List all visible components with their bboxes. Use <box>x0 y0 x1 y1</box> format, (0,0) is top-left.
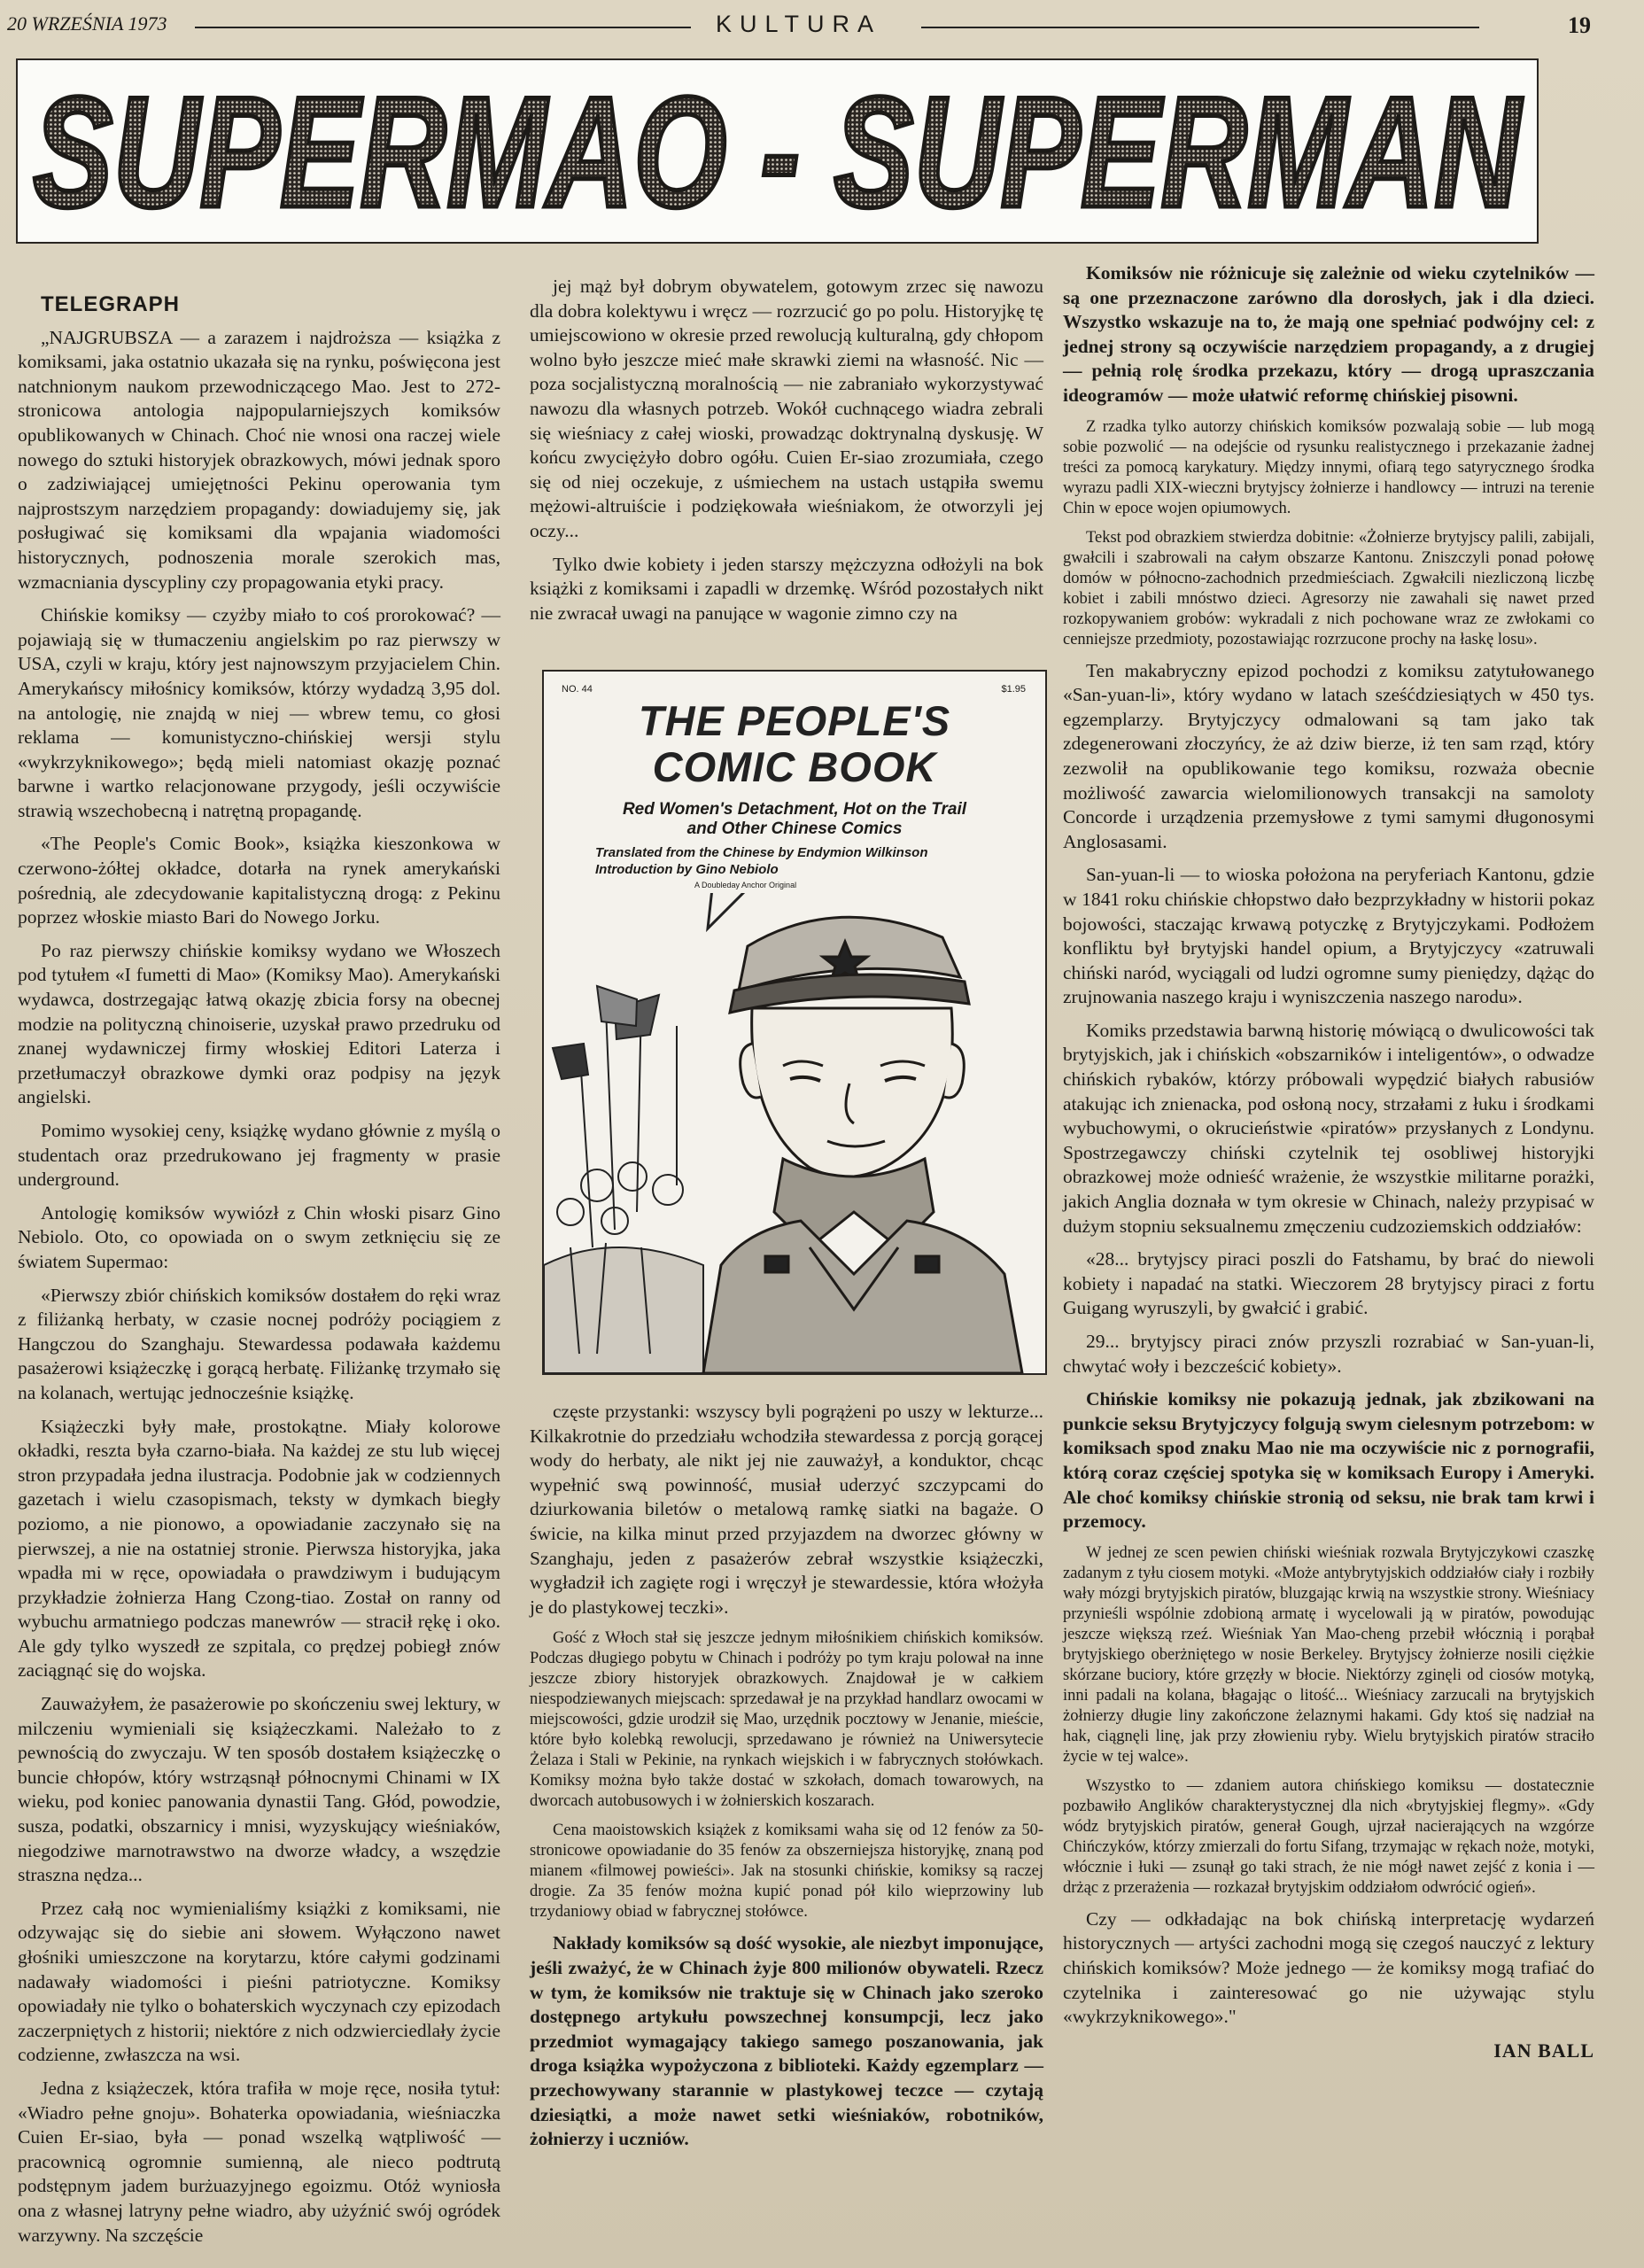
paragraph: Po raz pierwszy chińskie komiksy wydano we Włoszech pod tytułem «I fumetti di Mao» (Komiksy Mao). Amerykański wydawca, dostrzegając łatwą okazję zbicia forsy na obecnej modzie na polityczną chinoiserie, uzyskał prawo przedruku od znanej wydawniczej firmy włoskiej Editori Laterza i przetłumaczył obrazkowe dymki oraz podpisy na język angielski. <box>18 939 500 1108</box>
cover-title <box>544 698 1045 790</box>
paragraph: Komiks przedstawia barwną historię mówiącą o dwulicowości tak brytyjskich, jak i chińskich «obszarników i inteligentów», o odwadze chińskich rybaków, którzy próbowali wypędzić białych rabusiów atakując ich znienacka, pod osłoną nocy, strzałami z łuku i środkami wybuchowymi, o okrucieństwie «piratów» przysłanych z Londynu. Spostrzegawczy chiński czytelnik tej osobliwej historyjki obrazkowej może odnieść wrażenie, że wszystkie militarne porażki, jakich Anglia doznała w tym okresie w Chinach, należy przypisać w dużym stopniu seksualnemu zmęczeniu cudzoziemskich oddziałów: <box>1063 1019 1594 1237</box>
page-number: 19 <box>1568 12 1591 38</box>
paragraph: 29... brytyjscy piraci znów przyszli rozrabiać w San-yuan-li, chwytać woły i bezcześcić kobiety». <box>1063 1331 1594 1377</box>
paragraph: Pomimo wysokiej ceny, książkę wydano głównie z myślą o studentach oraz przedrukowano jej fragmenty w prasie underground. <box>18 1120 500 1191</box>
cover-price: $1.95 <box>1001 684 1026 695</box>
cover-translator: Translated from the Chinese by Endymion Wilkinson <box>595 845 928 860</box>
paragraph: Gość z Włoch stał się jeszcze jednym miłośnikiem chińskich komiksów. Podczas długiego pobytu w Chinach i podróży po tym kraju polował na inne jeszcze zbiory historyjek obrazkowych. Znajdował je w całkiem niespodziewanych miejscach: sprzedawał je na przykład handlarz owocami w miejscowości, gdzie urodził się Mao, urzędnik pocztowy w Jenanie, mieście, które było kolebką rewolucji, sprzedawano je również na Uniwersytecie Żelaza i Stali w Pekinie, na rynkach wiejskich i w fabrycznych stołówkach. Komiksy można było także dostać w szkołach, domach towarowych, na dworcach autobusowych i w żołnierskich koszarach. <box>530 1629 1043 1811</box>
paragraph: Cena maoistowskich książek z komiksami waha się od 12 fenów za 50-stronicowe opowiadanie do 35 fenów za obszerniejsza historyjkę, znaną pod mianem «filmowej powieści». Jak na stosunki chińskie, komiksy są raczej drogie. Za 35 fenów można kupić ponad pół kilo wieprzowiny lub trzydaniowy obiad w fabrycznej stołówce. <box>530 1821 1043 1922</box>
column-2-bottom <box>530 1400 1043 2161</box>
paragraph: jej mąż był dobrym obywatelem, gotowym zrzec się nawozu dla dobra kolektywu i wręcz — rozrzucić go po polu. Historyjkę tę umiejscowiono w okresie przed rewolucją kulturalną, gdy chłopom wolno było jeszcze mieć małe skrawki ziemi na własność. Nic — poza socjalistyczną moralnością — nie zabraniało wykorzystywać nawozu dla własnych potrzeb. Wokół cuchnącego wiadra zebrali się wieśniacy z całej wioski, prowadząc doktrynalną dyskusję. W końcu zwyciężyło dobro ogółu. Cuien Er-siao zrozumiała, czego się od niej oczekuje, z uśmiechem na ustach ustąpiła swemu mężowi-altruiście i podziękowała wieśniakom, że otworzyli jej oczy... <box>530 276 1043 541</box>
paragraph: Chińskie komiksy nie pokazują jednak, jak zbzikowani na punkcie seksu Brytyjczycy folgują swym cielesnym potrzebom: w komiksach spod znaku Mao nie ma oczywiście nic z pornografii, którą coraz częściej spotyka się w komiksach Europy i Ameryki. Ale choć komiksy chińskie stronią od seksu, nie brak tam krwi i przemocy. <box>1063 1388 1594 1533</box>
cover-imprint: A Doubleday Anchor Original <box>694 881 797 889</box>
header-rule-right <box>921 27 1479 28</box>
paragraph: «28... brytyjscy piraci poszli do Fatshamu, by brać do niewoli kobiety i napadać na statki. Wieczorem 28 brytyjscy piraci z fortu Guigang wyruszyli, by gwałcić i grabić. <box>1063 1248 1594 1319</box>
paragraph: Jedna z książeczek, która trafiła w moje ręce, nosiła tytuł: «Wiadro pełne gnoju». Bohaterka opowiadania, wieśniaczka Cuien Er-siao, była — ponad wszelką wątpliwość — pracownicą ogromnie sumienną, ale nieco podtrutą podstępnym jadem burżuazyjnego egoizmu. Otóż wyniosła ona z własnej latryny pełne wiadro, aby użyźnić swój ogródek warzywny. Na szczęście <box>18 2077 500 2246</box>
headline-title: SUPERMAO - SUPERMAN <box>33 64 1524 240</box>
cover-subtitle-line: Red Women's Detachment, Hot on the Trail <box>622 800 967 819</box>
paragraph: Nakłady komiksów są dość wysokie, ale niezbyt imponujące, jeśli zważyć, że w Chinach żyje 800 milionów obywateli. Rzecz w tym, że komiksów nie traktuje się w Chinach jako szeroko dostępnego artykułu powszechnej konsumpcji, lecz jako przedmiot wymagający takiego samego poszanowania, jak droga książka wypożyczona z biblioteki. Każdy egzemplarz — przechowywany starannie w plastykowej teczce — czytają dziesiątki, a może nawet setki wieśniaków, robotników, żołnierzy i uczniów. <box>530 1932 1043 2150</box>
section-title: KULTURA <box>716 11 882 37</box>
paragraph: Z rzadka tylko autorzy chińskich komiksów pozwalają sobie — lub mogą sobie pozwolić — na odejście od rysunku realistycznego i przekazanie żadnej treści za pomocą karykatury. Między innymi, ofiarą tego satyrycznego środka wyrazu padli XIX-wieczni brytyjscy żołnierze i handlowcy — intruzi na terenie Chin w epoce wojen opiumowych. <box>1063 417 1594 517</box>
column-1 <box>18 292 500 2256</box>
paragraph: Chińskie komiksy — czyżby miało to coś prorokować? — pojawiają się w tłumaczeniu angielskim po raz pierwszy w USA, czyli w kraju, który jest najnowszym przyjacielem Chin. Amerykańscy miłośnicy komiksów, którzy wydadzą 3,95 dol. na antologię, nie znajdą w niej — wbrew temu, co głosi reklama — komunistyczno-chińskiej wersji stylu «wykrzyknikowego»; będą mieli natomiast okazję poznać barwne i wartko relacjonowane przygody, jeśli oczywiście strawią wszechobecną i natrętną propagandę. <box>18 604 500 821</box>
headline-banner <box>16 58 1539 244</box>
issue-date: 20 WRZEŚNIA 1973 <box>7 12 167 35</box>
headline-svg <box>18 60 1537 242</box>
cover-introduction: Introduction by Gino Nebiolo <box>595 862 779 877</box>
crowd-background <box>544 986 703 1373</box>
paragraph: «Pierwszy zbiór chińskich komiksów dostałem do ręki wraz z filiżanką herbaty, w czasie nocnej podróży pociągiem z Hangczou do Szanghaju. Stewardessa podawała każdemu pasażerowi książeczkę i gorącą herbatę. Filiżankę trzymało się na kolanach, wertując jednocześnie książkę. <box>18 1284 500 1403</box>
paragraph: Komiksów nie różnicuje się zależnie od wieku czytelników — są one przeznaczone zarówno dla dorosłych, jak i dla dzieci. Wszystko wskazuje na to, że mają one spełniać podwójny cel: z jednej strony są oczywiście narzędziem propagandy, a z drugiej — pełnią rolę środka przekazu, który — drogą upraszczania ideogramów — może ułatwić reformę chińskiej pisowni. <box>1063 262 1594 406</box>
cover-title-line: COMIC BOOK <box>652 743 937 790</box>
cover-illustration <box>544 893 1045 1373</box>
column-2-top <box>530 275 1043 634</box>
paragraph: Antologię komiksów wywiózł z Chin włoski pisarz Gino Nebiolo. Oto, co opowiada on o swym zetknięciu się ze światem Supermao: <box>18 1201 500 1272</box>
paragraph: San-yuan-li — to wioska położona na peryferiach Kantonu, gdzie w 1841 roku chińskie chłopstwo dało bezprzykładny w historii pokaz bojowości, staczając krwawą potyczkę z Brytyjczykami. Podłożem konfliktu był brytyjski handel opium, a Brytyjczycy «zatruwali chiński naród, wyciągali od ludzi ogromne sumy pieniędzy, dążąc do zrujnowania naszego kraju i wyniszczenia naszego narodu». <box>1063 864 1594 1008</box>
paragraph: W jednej ze scen pewien chiński wieśniak rozwala Brytyjczykowi czaszkę zadanym z tyłu ciosem motyki. «Może antybrytyjskich oddziałów ciały i rozbiły wały mózgi brytyjskich piratów, bluzgając krwią na wszystkie strony. Wieśniacy przynieśli wspólnie zdobioną armatę i wycelowali ją w piratów, powodując jeszcze większą rzeź. Wieśniak Yan Mao-cheng przebił włócznią i porąbał brytyjskiego oberżniętego w nosie Berkeley. Brytyjscy żołnierze nosili ciężkie skórzane buciory, które grzęzły w błocie. Niektórzy zginęli od ciosów motyką, inni padali na kolana, błagając o litość... Wieśniacy zarzucali na brytyjskich żołnierzy długie liny zakończone żelaznymi hakami. Gdy ktoś się nadział na hak, ciągnęli linę, jak przy złowieniu ryby. Wielu brytyjskich piratów straciło życie w tej walce». <box>1063 1543 1594 1766</box>
paragraph: Książeczki były małe, prostokątne. Miały kolorowe okładki, reszta była czarno-biała. Na każdej ze stu lub więcej stron przypadała jedna ilustracja. Podobnie jak w codziennych gazetach i wielu czasopismach, teksty w dymkach biegły poziomo, a nie pionowo, a opowiadanie zaczynało się na pierwszej, a nie na ostatniej stronie. Pierwsza historyjka, jaka wpadła mi w ręce, opowiadała o prawdziwym i budującym przykładzie żołnierza Hang Czong-tiao. Został on ranny od wybuchu armatniego podczas manewrów — stracił rękę i oko. Ale gdy tylko wyszedł ze szpitala, co prędzej pobiegł znów zaciągnąć się do wojska. <box>18 1415 500 1682</box>
paragraph: „NAJGRUBSZA — a zarazem i najdroższa — książka z komiksami, jaka ostatnio ukazała się na rynku, poświęcona jest natchnionym naukom przewodniczącego Mao. Jest to 272-stronicowa antologia najpopularniejszych komiksów opublikowanych w Chinach. Choć nie wnosi ona raczej wiele nowego do sztuki historyjek obrazkowych, mówi jednak sporo o zadziwiającej umiejętności Pekinu operowania tym najprostszym narzędziem propagandy: dowiadujemy się, jak posługiwać się komiksami dla wpajania wiadomości historycznych, podnoszenia morale szerokich mas, wzmacniania dyscypliny czy propagowania etyki pracy. <box>18 326 500 593</box>
source-label: TELEGRAPH <box>41 292 181 316</box>
paragraph: Przez całą noc wymienialiśmy książki z komiksami, nie odzywając się do siebie ani słowem. Wyłączono nawet głośniki umieszczone na korytarzu, które całymi godzinami nadawały wiadomości i pieśni patriotyczne. Komiksy opowiadały nie tylko o bohaterskich wyczynach czy epizodach zaczerpniętych z historii; niektóre z nich odzwierciedlały życie codzienne, zwłaszcza na wsi. <box>18 1897 500 2066</box>
speech-bubble <box>553 893 1036 928</box>
comic-book-cover <box>542 670 1047 1375</box>
author-signature: IAN BALL <box>1493 2039 1594 2062</box>
paragraph: Tylko dwie kobiety i jeden starszy mężczyzna odłożyli na bok książki z komiksami i zapadli w drzemkę. Wśród pozostałych nikt nie zwracał uwagi na panujące w wagonie zimno czy na <box>530 553 1043 624</box>
paragraph: Wszystko to — zdaniem autora chińskiego komiksu — dostatecznie pozbawiło Anglików charakterystycznej dla nich «brytyjskiej flegmy». «Gdy wódz brytyjskich piratów, generał Gough, ujrzał nacierających na wzgórze Chińczyków, którzy zmierzali do fortu Sifang, trzymając w rękach noże, motyki, włócznie i łuki — zsunął go taki strach, że nie mógł nawet zejść z konia i — drżąc z przerażenia — rozkazał brytyjskim oddziałom odwrócić ogień». <box>1063 1776 1594 1897</box>
paragraph: częste przystanki: wszyscy byli pogrążeni po uszy w lekturze... Kilkakrotnie do przedziału wchodziła stewardessa z porcją gorącej wody do herbaty, ale nikt jej nie zauważył, a konduktor, chcąc wypełnić swą powinność, musiał uderzyć szczypcami do dziurkowania biletów o metalową ramkę siatki na bagaże. O świcie, na kilka minut przed przyjazdem na dworzec główny w Szanghaju, jeden z pasażerów zebrał wszystkie książeczki, wygładził ich zagięte rogi i wręczył je stewardessie, która włożyła je do plastykowej teczki». <box>530 1401 1043 1618</box>
paragraph: «The People's Comic Book», książka kieszonkowa w czerwono-żółtej okładce, dotarła na rynek amerykański pośrednią, ale zdecydowanie kapitalistyczną drogą: z Pekinu poprzez włoskie miasto Bari do Nowego Jorku. <box>18 833 500 928</box>
paragraph: Czy — odkładając na bok chińską interpretację wydarzeń historycznych — artyści zachodni mogą się czegoś nauczyć z lektury chińskich komiksów? Może jednego — że komiksy mogą trafiać do czytelnika i zainteresować go nie używając stylu «wykrzyknikowego»." <box>1063 1907 1594 2028</box>
cover-subtitle-line: and Other Chinese Comics <box>686 819 903 838</box>
paragraph: Ten makabryczny epizod pochodzi z komiksu zatytułowanego «San-yuan-li», który wydano w latach sześćdziesiątych w 450 tys. egzemplarzy. Brytyjczycy odmalowani są tam jako tak zdegenerowani złoczyńcy, że aż dziw bierze, iż ten sam rząd, który zezwolił na opublikowanie tego komiksu, rozważa obecnie możliwość zawarcia wielomilionowych transakcji na samoloty Concorde i urządzenia przemysłowe z tymi samymi długonosymi Anglosasami. <box>1063 659 1594 852</box>
soldier-figure <box>703 917 1022 1373</box>
paragraph: Zauważyłem, że pasażerowie po skończeniu swej lektury, w milczeniu wymieniali się książeczkami. Należało to z pewnością do zwyczaju. W ten sposób dostałem książeczkę o buncie chłopów, który wstrząsnął północnymi Chinami w IX wieku, pod koniec panowania dynastii Tang. Głód, powodzie, susza, podatki, obszarnicy i mnisi, wyzyskujący wieśniaków, niegodziwe marnotrawstwo na dworze władcy, a wszędzie straszna nędza... <box>18 1693 500 1886</box>
paragraph: Tekst pod obrazkiem stwierdza dobitnie: «Żołnierze brytyjscy palili, zabijali, gwałcili i szabrowali na całym obszarze Kantonu. Zniszczyli ponad połowę domów w północno-zachodnich przedmieściach. Zgwałcili niezliczoną liczbę kobiet i zabili mnóstwo dzieci. Agresorzy nie zawahali się nawet przed rozkopywaniem grobów: wykradali z nich pochowane wraz ze zwłokami co cenniejsze przedmioty, pozostawiając rozrzucone prochy na łaskę losu». <box>1063 528 1594 649</box>
cover-title-line: THE PEOPLE'S <box>638 697 951 744</box>
cover-number: NO. 44 <box>562 684 593 695</box>
cover-credits <box>595 844 1010 878</box>
column-3 <box>1063 261 1594 2062</box>
header-rule-left <box>195 27 691 28</box>
cover-subtitle <box>579 800 1010 839</box>
